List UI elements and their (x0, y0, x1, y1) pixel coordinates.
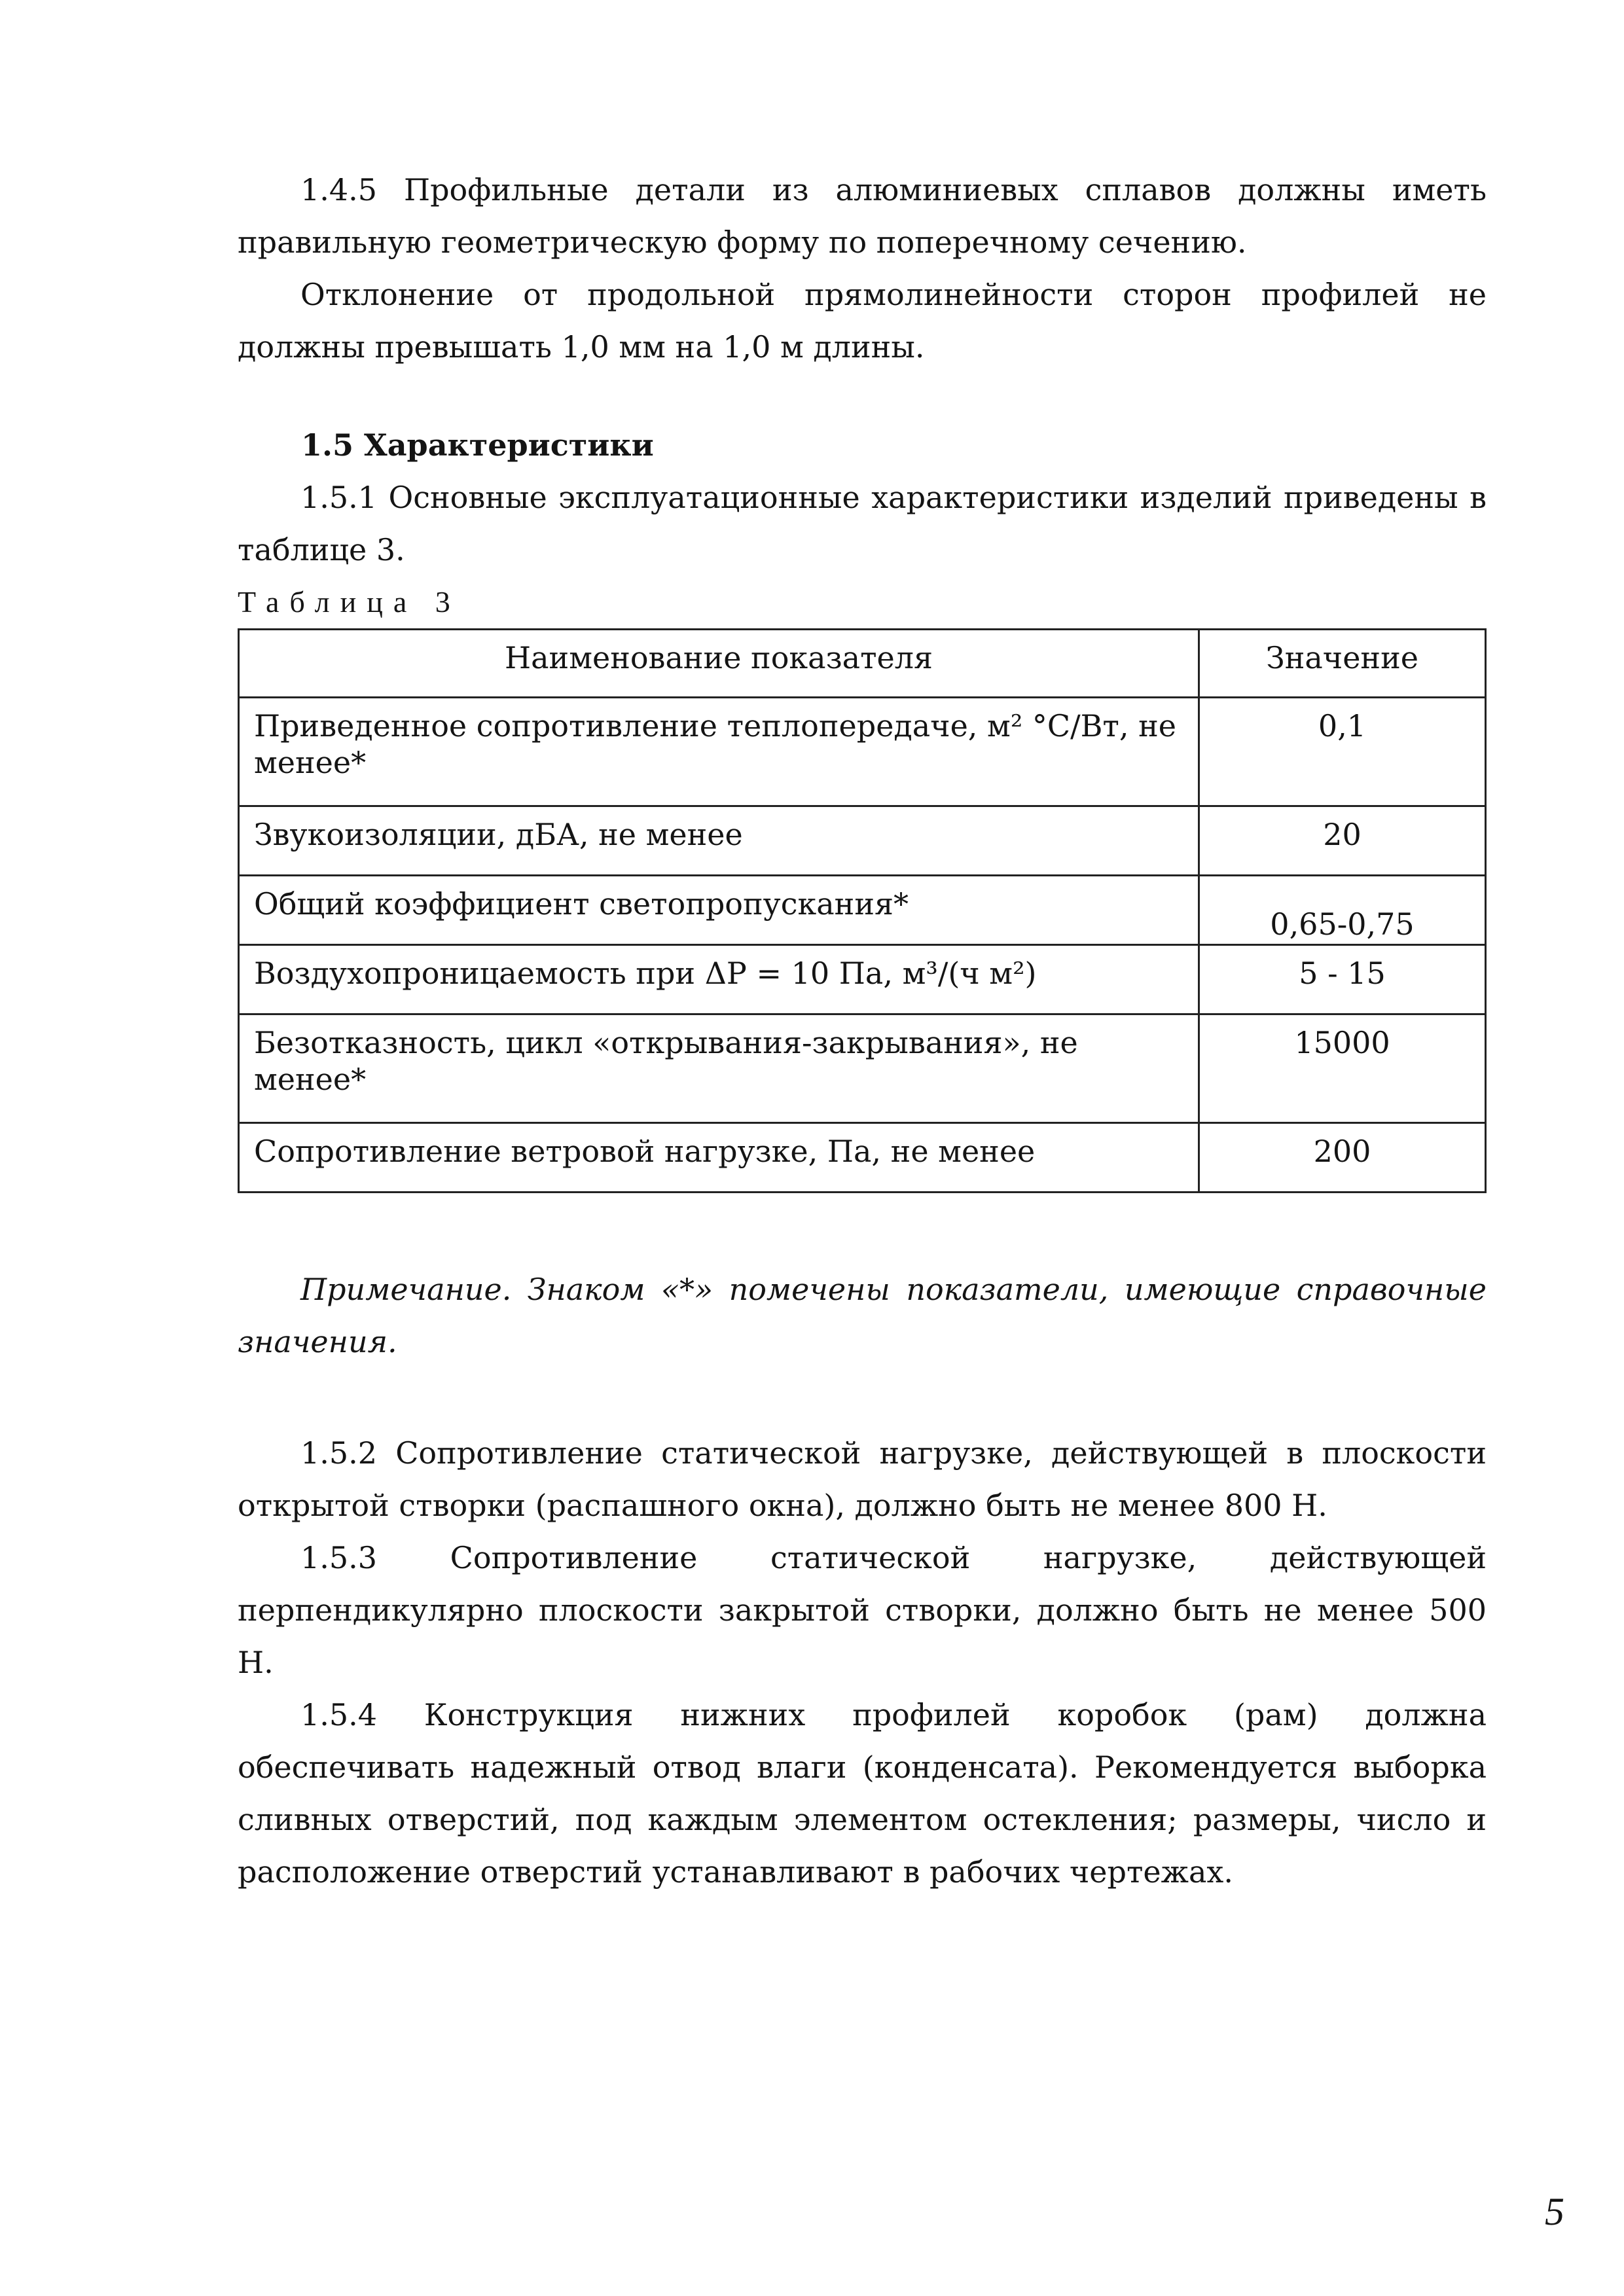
section-1-5-1 (238, 471, 1487, 576)
section-1-4-5 (238, 164, 1487, 373)
table-row (239, 1123, 1486, 1193)
paragraph-1-5-4: 1.5.4 Конструкция нижних профилей коробок (рам) должна обеспечивать надежный отвод влаги (конденсата). Рекомендуется выборка сливных отверстий, под каждым элементом остекления; размеры, число и расположение отверстий устанавливают в рабочих чертежах. (238, 1697, 1487, 1890)
row-name: Звукоизоляции, дБА, не менее (239, 806, 1199, 876)
paragraph-deviation: Отклонение от продольной прямолинейности сторон профилей не должны превышать 1,0 мм на 1,0 м длины. (238, 277, 1487, 365)
table-row (239, 698, 1486, 806)
header-value: Значение (1199, 630, 1486, 698)
table-row (239, 1014, 1486, 1123)
section-heading-1-5: 1.5 Характеристики (301, 427, 654, 463)
row-name: Сопротивление ветровой нагрузке, Па, не менее (239, 1123, 1199, 1193)
table-caption: Таблица 3 (238, 585, 461, 619)
page-number: 5 (1545, 2190, 1564, 2233)
paragraph-1-5-1: 1.5.1 Основные эксплуатационные характеристики изделий приведены в таблице 3. (238, 480, 1487, 567)
table-header-row (239, 630, 1486, 698)
row-name: Общий коэффициент светопропускания* (239, 876, 1199, 945)
paragraph-1-5-3: 1.5.3 Сопротивление статической нагрузке, действующей перпендикулярно плоскости закрытой створки, должно быть не менее 500 Н. (238, 1540, 1487, 1680)
table-row (239, 945, 1486, 1014)
row-name: Приведенное сопротивление теплопередаче, м² °С/Вт, не менее* (239, 698, 1199, 806)
row-name: Безотказность, цикл «открывания-закрывания», не менее* (239, 1014, 1199, 1123)
paragraph-1-5-2: 1.5.2 Сопротивление статической нагрузке, действующей в плоскости открытой створки (распашного окна), должно быть не менее 800 Н. (238, 1435, 1487, 1523)
header-name: Наименование показателя (239, 630, 1199, 698)
row-value: 20 (1199, 806, 1486, 876)
characteristics-table (238, 628, 1487, 1193)
row-value: 0,1 (1199, 698, 1486, 806)
table-row (239, 806, 1486, 876)
table-row (239, 876, 1486, 945)
row-name: Воздухопроницаемость при ΔР = 10 Па, м³/(ч м²) (239, 945, 1199, 1014)
table-note: Примечание. Знаком «*» помечены показатели, имеющие справочные значения. (238, 1272, 1487, 1359)
row-value: 0,65-0,75 (1199, 876, 1486, 945)
row-value: 5 - 15 (1199, 945, 1486, 1014)
row-value: 200 (1199, 1123, 1486, 1193)
section-1-5-2-to-1-5-4 (238, 1427, 1487, 1898)
paragraph-1-4-5: 1.4.5 Профильные детали из алюминиевых сплавов должны иметь правильную геометрическую форму по поперечному сечению. (238, 172, 1487, 260)
row-value: 15000 (1199, 1014, 1486, 1123)
